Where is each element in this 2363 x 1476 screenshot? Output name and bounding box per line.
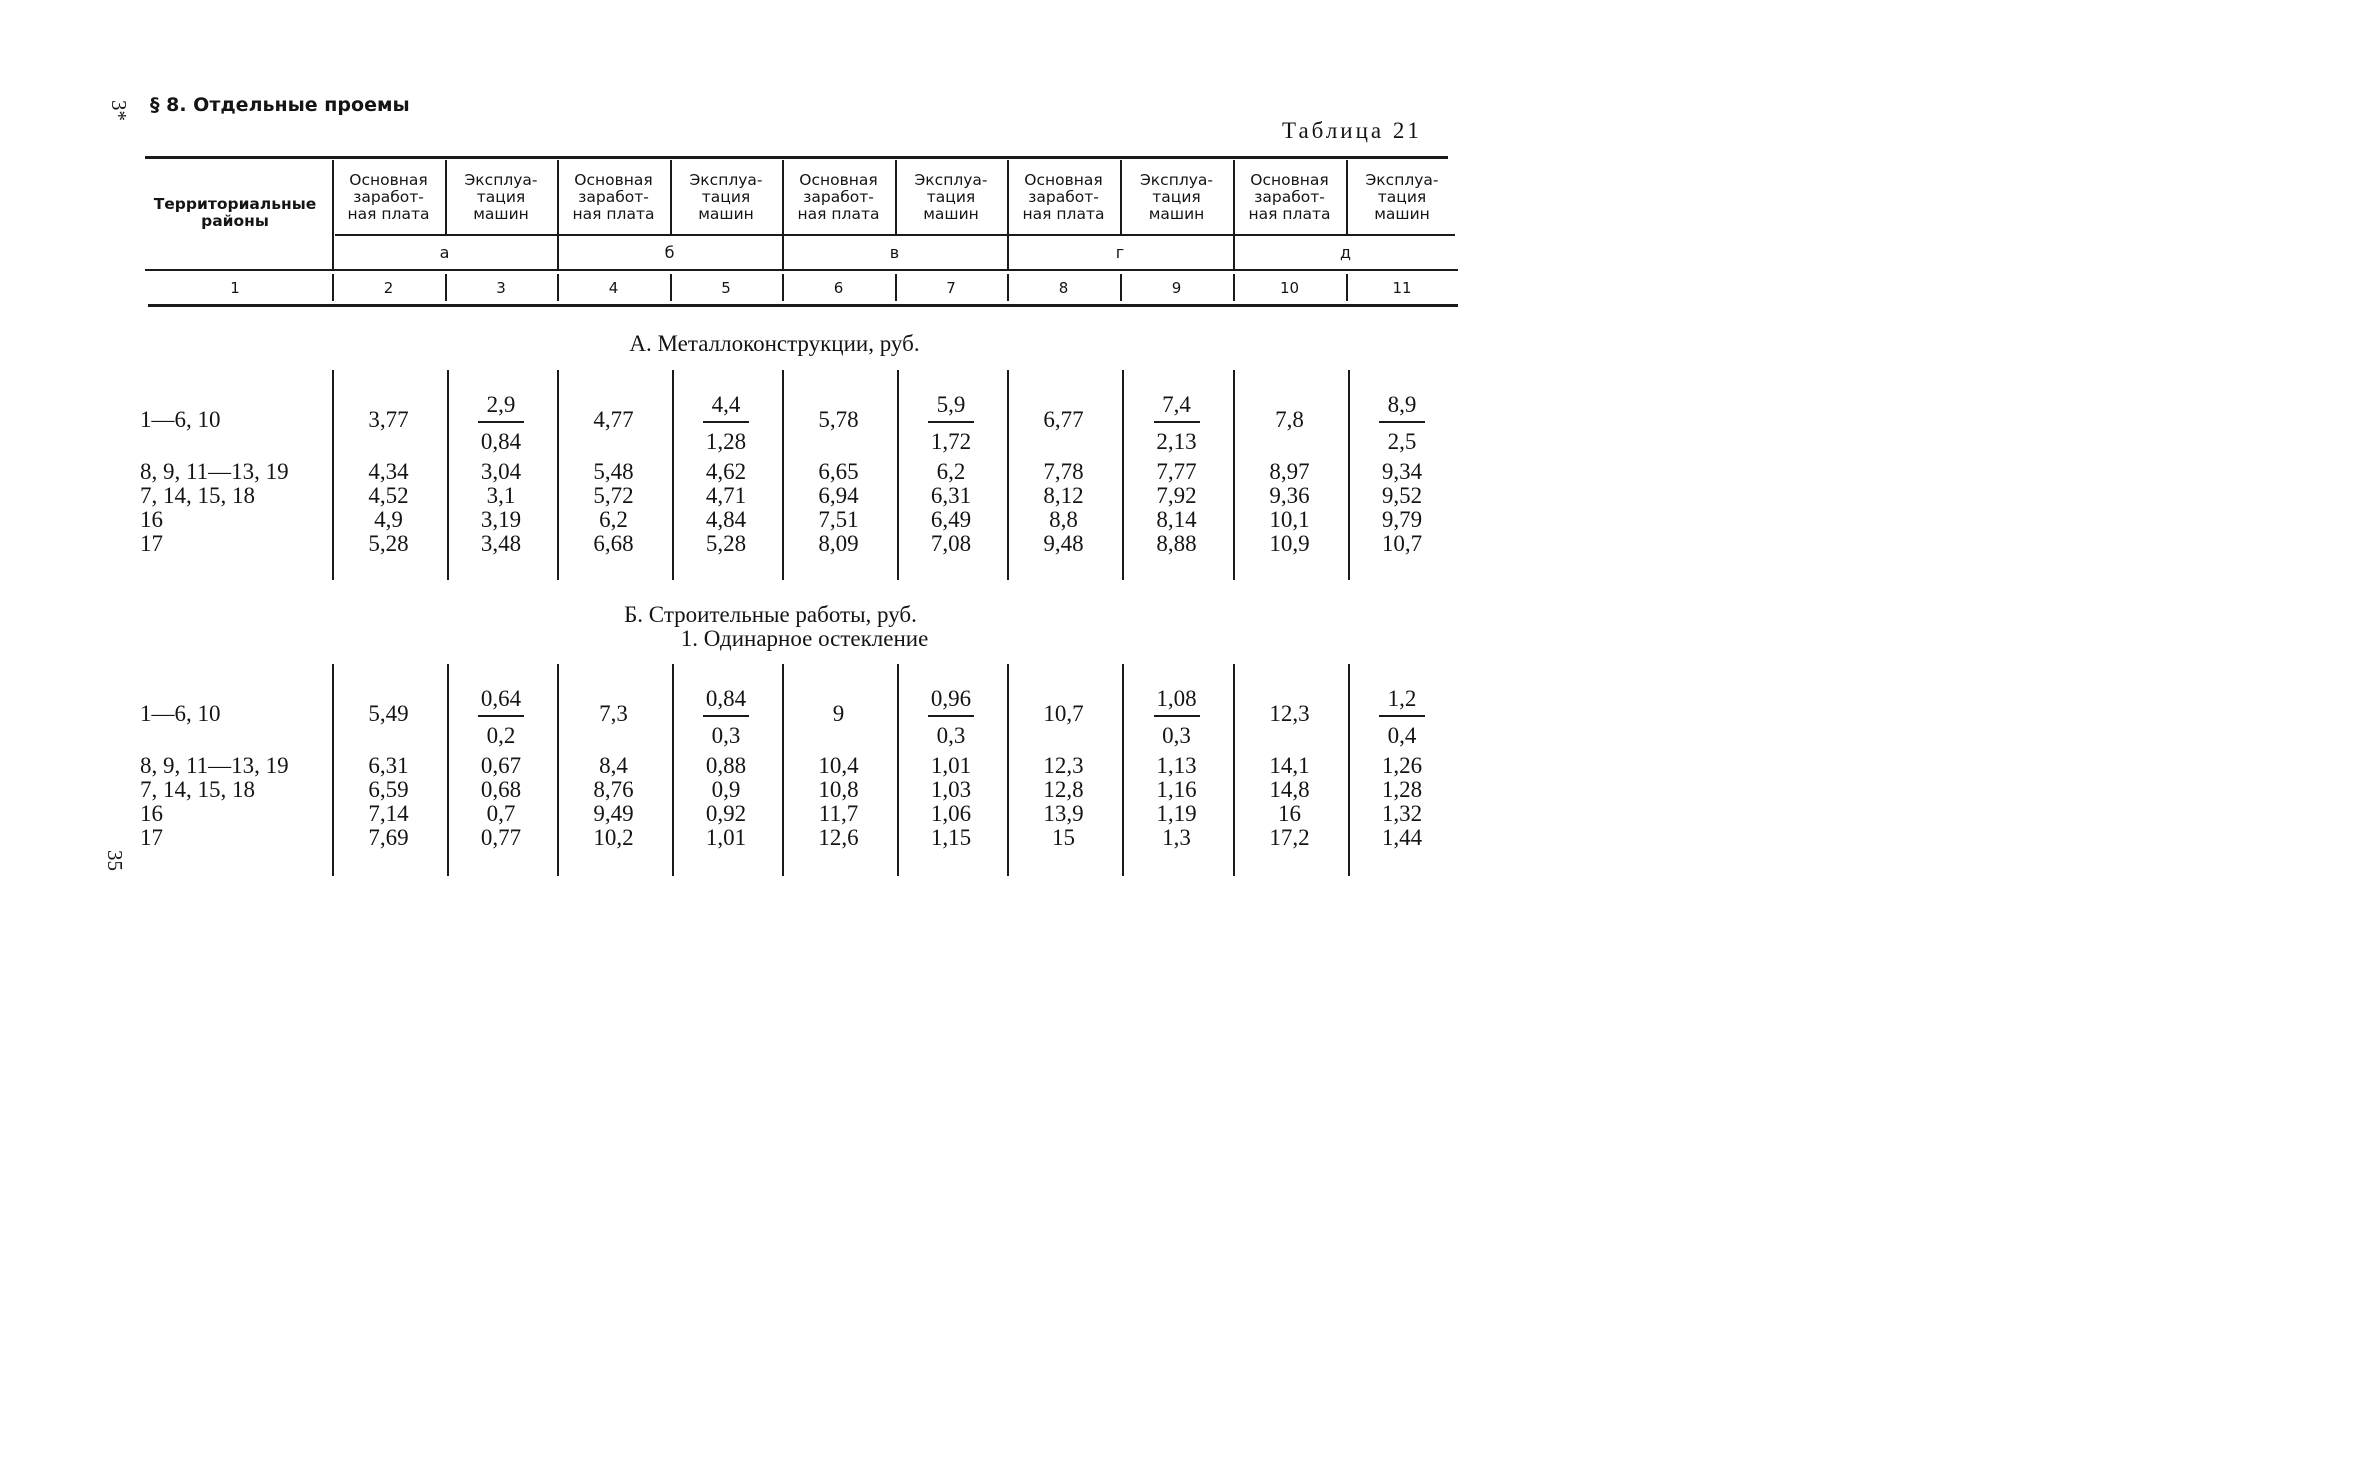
fraction-cell	[1346, 686, 1458, 749]
table-cell: 5,78	[818, 407, 859, 432]
table-cell: 10,4	[818, 753, 859, 778]
header-line: Основная	[1250, 171, 1329, 189]
fraction-numerator: 8,9	[1387, 392, 1417, 417]
table-cell: 1,3	[1162, 825, 1191, 850]
table-cell: 10,8	[818, 777, 859, 802]
table-cell: 0,88	[705, 753, 747, 778]
header-line: ная плата	[572, 205, 655, 223]
table-cell: 10,7	[1381, 531, 1423, 556]
fraction-bar	[478, 715, 524, 717]
header-line: Основная	[1024, 171, 1103, 189]
fraction-cell	[445, 686, 557, 749]
header-line: тация	[926, 188, 976, 206]
header-machines	[1122, 172, 1231, 223]
header-col-number: 6	[833, 279, 844, 297]
table-cell: 8,09	[818, 531, 859, 556]
header-line: машин	[1374, 205, 1430, 223]
table-cell: 10,1	[1269, 507, 1310, 532]
header-col-number: 9	[1171, 279, 1182, 297]
fraction-denominator: 0,2	[486, 723, 516, 748]
table-cell: 6,31	[930, 483, 972, 508]
table-cell: 6,94	[818, 483, 859, 508]
fraction-cell	[895, 686, 1007, 749]
header-base-pay	[1009, 172, 1118, 223]
row-label: 8, 9, 11—13, 19	[140, 753, 289, 778]
header-line: заработ-	[1254, 188, 1325, 206]
table-cell: 1,19	[1156, 801, 1197, 826]
fraction-numerator: 7,4	[1162, 392, 1191, 417]
table-cell: 6,68	[593, 531, 634, 556]
table-cell: 4,84	[705, 507, 747, 532]
table-cell: 16	[1278, 801, 1301, 826]
fraction-denominator: 0,3	[1162, 723, 1191, 748]
header-col-number: 8	[1058, 279, 1069, 297]
fraction-denominator: 0,3	[936, 723, 966, 748]
table-cell: 1,01	[705, 825, 747, 850]
header-line: заработ-	[353, 188, 424, 206]
fraction-cell	[670, 686, 782, 749]
table-cell: 0,67	[480, 753, 522, 778]
table-cell: 5,72	[593, 483, 634, 508]
fraction-denominator: 0,84	[480, 429, 522, 454]
table-cell: 1,16	[1156, 777, 1197, 802]
table-cell: 6,2	[936, 459, 966, 484]
row-label: 17	[140, 825, 163, 850]
header-line: ная плата	[347, 205, 430, 223]
header-territorial-districts: Территориальные районы	[153, 195, 317, 230]
table-cell: 10,9	[1269, 531, 1310, 556]
table-cell: 6,49	[930, 507, 972, 532]
header-top-rule	[145, 156, 1448, 159]
header-line: Эксплуа-	[914, 171, 988, 189]
table-cell: 3,77	[368, 407, 409, 432]
table-cell: 9,48	[1043, 531, 1084, 556]
header-group-letter: г	[1115, 243, 1125, 262]
header-line: заработ-	[1028, 188, 1099, 206]
header-line: ная плата	[1248, 205, 1331, 223]
row-label: 7, 14, 15, 18	[140, 483, 255, 508]
header-machines	[672, 172, 780, 223]
table-cell: 0,7	[486, 801, 516, 826]
header-line: Эксплуа-	[1139, 171, 1213, 189]
table-cell: 9,49	[593, 801, 634, 826]
table-cell: 0,9	[711, 777, 741, 802]
header-col-number: 3	[496, 279, 506, 297]
table-cell: 14,1	[1269, 753, 1310, 778]
table-cell: 5,49	[368, 701, 409, 726]
header-col-number: 10	[1279, 279, 1300, 297]
fraction-cell	[445, 392, 557, 455]
table-cell: 0,77	[480, 825, 522, 850]
header-col-number: 4	[608, 279, 619, 297]
table-cell: 3,19	[480, 507, 522, 532]
table-cell: 5,48	[593, 459, 634, 484]
header-col-number: 2	[383, 279, 394, 297]
table-cell: 17,2	[1269, 825, 1310, 850]
header-line: Основная	[799, 171, 878, 189]
table-cell: 4,62	[705, 459, 747, 484]
section-a-caption: А. Металлоконструкции, руб.	[629, 331, 920, 356]
header-line: заработ-	[578, 188, 649, 206]
table-cell: 12,6	[818, 825, 859, 850]
header-bottom-rule	[148, 304, 1458, 307]
table-cell: 1,03	[930, 777, 972, 802]
table-cell: 3,04	[480, 459, 522, 484]
fraction-denominator: 2,13	[1156, 429, 1197, 454]
table-cell: 12,3	[1269, 701, 1310, 726]
table-cell: 6,65	[818, 459, 859, 484]
table-cell: 1,26	[1381, 753, 1423, 778]
table-cell: 6,31	[368, 753, 409, 778]
row-label: 17	[140, 531, 163, 556]
fraction-denominator: 0,4	[1387, 723, 1417, 748]
table-cell: 6,2	[599, 507, 628, 532]
fraction-bar	[1154, 715, 1200, 717]
header-line: машин	[698, 205, 754, 223]
row-label: 1—6, 10	[140, 407, 221, 432]
table-cell: 8,12	[1043, 483, 1084, 508]
table-cell: 7,08	[930, 531, 972, 556]
header-machines	[447, 172, 555, 223]
row-label: 1—6, 10	[140, 701, 221, 726]
table-cell: 10,2	[593, 825, 634, 850]
fraction-cell	[1346, 392, 1458, 455]
table-cell: 0,68	[480, 777, 522, 802]
header-line: Эксплуа-	[464, 171, 538, 189]
fraction-cell	[895, 392, 1007, 455]
header-base-pay	[559, 172, 668, 223]
table-cell: 7,14	[368, 801, 409, 826]
table-cell: 3,1	[486, 483, 516, 508]
header-group-letter: д	[1339, 243, 1352, 262]
header-line: тация	[1152, 188, 1201, 206]
table-cell: 9	[832, 701, 845, 726]
table-cell: 4,77	[593, 407, 634, 432]
header-line: машин	[1148, 205, 1205, 223]
table-cell: 8,76	[593, 777, 634, 802]
header-line: тация	[701, 188, 751, 206]
fraction-numerator: 2,9	[486, 392, 516, 417]
table-cell: 11,7	[818, 801, 859, 826]
fraction-numerator: 4,4	[711, 392, 741, 417]
header-col-number: 7	[946, 279, 956, 297]
fraction-cell	[670, 392, 782, 455]
header-group-letter: а	[439, 243, 450, 262]
table-cell: 12,8	[1043, 777, 1084, 802]
table-cell: 4,71	[705, 483, 747, 508]
table-cell: 8,14	[1156, 507, 1197, 532]
header-line: ная плата	[797, 205, 880, 223]
table-cell: 7,78	[1043, 459, 1084, 484]
table-cell: 15	[1052, 825, 1075, 850]
fraction-bar	[1379, 421, 1425, 423]
fraction-cell	[1120, 686, 1233, 749]
header-line: заработ-	[803, 188, 874, 206]
table-cell: 6,59	[368, 777, 409, 802]
table-cell: 9,34	[1381, 459, 1423, 484]
table-cell: 3,48	[480, 531, 522, 556]
table-cell: 1,28	[1381, 777, 1423, 802]
header-base-pay	[784, 172, 893, 223]
table-cell: 8,8	[1049, 507, 1078, 532]
table-cell: 7,92	[1156, 483, 1197, 508]
fraction-bar	[478, 421, 524, 423]
table-cell: 4,52	[368, 483, 409, 508]
table-cell: 4,34	[368, 459, 409, 484]
fraction-cell	[1120, 392, 1233, 455]
table-cell: 1,32	[1381, 801, 1423, 826]
header-line: Эксплуа-	[689, 171, 763, 189]
table-cell: 9,52	[1381, 483, 1423, 508]
table-cell: 0,92	[705, 801, 747, 826]
header-line: машин	[923, 205, 979, 223]
table-cell: 1,44	[1381, 825, 1423, 850]
table-cell: 1,06	[930, 801, 972, 826]
table-cell: 14,8	[1269, 777, 1310, 802]
table-cell: 6,77	[1043, 407, 1084, 432]
table-cell: 12,3	[1043, 753, 1084, 778]
fraction-bar	[703, 421, 749, 423]
row-label: 16	[140, 507, 163, 532]
header-line: ная плата	[1022, 205, 1105, 223]
header-group-letter: в	[889, 243, 900, 262]
fraction-numerator: 0,84	[705, 686, 747, 711]
header-col-number: 11	[1392, 279, 1412, 297]
table-cell: 7,51	[818, 507, 859, 532]
header-base-pay	[334, 172, 443, 223]
fraction-numerator: 0,64	[480, 686, 522, 711]
table-cell: 8,97	[1269, 459, 1310, 484]
margin-mark-top: 3*	[107, 100, 131, 121]
fraction-denominator: 1,28	[705, 429, 747, 454]
fraction-numerator: 1,2	[1387, 686, 1417, 711]
header-line: Основная	[349, 171, 428, 189]
fraction-numerator: 5,9	[936, 392, 966, 417]
table-label: Таблица 21	[1282, 118, 1422, 143]
fraction-denominator: 0,3	[711, 723, 741, 748]
section-b-caption: Б. Строительные работы, руб.	[624, 602, 917, 627]
section-title: § 8. Отдельные проемы	[150, 94, 410, 116]
fraction-numerator: 0,96	[930, 686, 972, 711]
fraction-denominator: 2,5	[1387, 429, 1417, 454]
fraction-bar	[703, 715, 749, 717]
fraction-bar	[1154, 421, 1200, 423]
row-label: 7, 14, 15, 18	[140, 777, 255, 802]
table-cell: 7,3	[599, 701, 628, 726]
header-col-number: 1	[230, 279, 240, 297]
header-line: машин	[473, 205, 529, 223]
fraction-denominator: 1,72	[930, 429, 972, 454]
fraction-bar	[1379, 715, 1425, 717]
header-col-number: 5	[721, 279, 731, 297]
table-cell: 7,69	[368, 825, 409, 850]
row-label: 8, 9, 11—13, 19	[140, 459, 289, 484]
header-machines	[1348, 172, 1456, 223]
header-line: тация	[476, 188, 526, 206]
table-cell: 7,8	[1275, 407, 1304, 432]
table-cell: 9,79	[1381, 507, 1423, 532]
section-b-subcaption: 1. Одинарное остекление	[680, 626, 929, 651]
table-cell: 8,88	[1156, 531, 1197, 556]
table-cell: 1,13	[1156, 753, 1197, 778]
table-cell: 5,28	[705, 531, 747, 556]
table-cell: 7,77	[1156, 459, 1197, 484]
table-cell: 13,9	[1043, 801, 1084, 826]
fraction-bar	[928, 421, 974, 423]
header-base-pay	[1235, 172, 1344, 223]
table-cell: 5,28	[368, 531, 409, 556]
table-cell: 9,36	[1269, 483, 1310, 508]
header-line: Эксплуа-	[1365, 171, 1439, 189]
fraction-bar	[928, 715, 974, 717]
header-line: Основная	[574, 171, 653, 189]
header-group-letter: б	[664, 243, 675, 262]
table-cell: 1,15	[930, 825, 972, 850]
table-cell: 1,01	[930, 753, 972, 778]
header-line: тация	[1377, 188, 1427, 206]
table-cell: 8,4	[599, 753, 628, 778]
fraction-numerator: 1,08	[1156, 686, 1197, 711]
row-label: 16	[140, 801, 163, 826]
header-machines	[897, 172, 1005, 223]
table-cell: 10,7	[1043, 701, 1084, 726]
page-number: 35	[103, 850, 127, 871]
header-number-rule	[145, 269, 1458, 271]
table-cell: 4,9	[374, 507, 403, 532]
